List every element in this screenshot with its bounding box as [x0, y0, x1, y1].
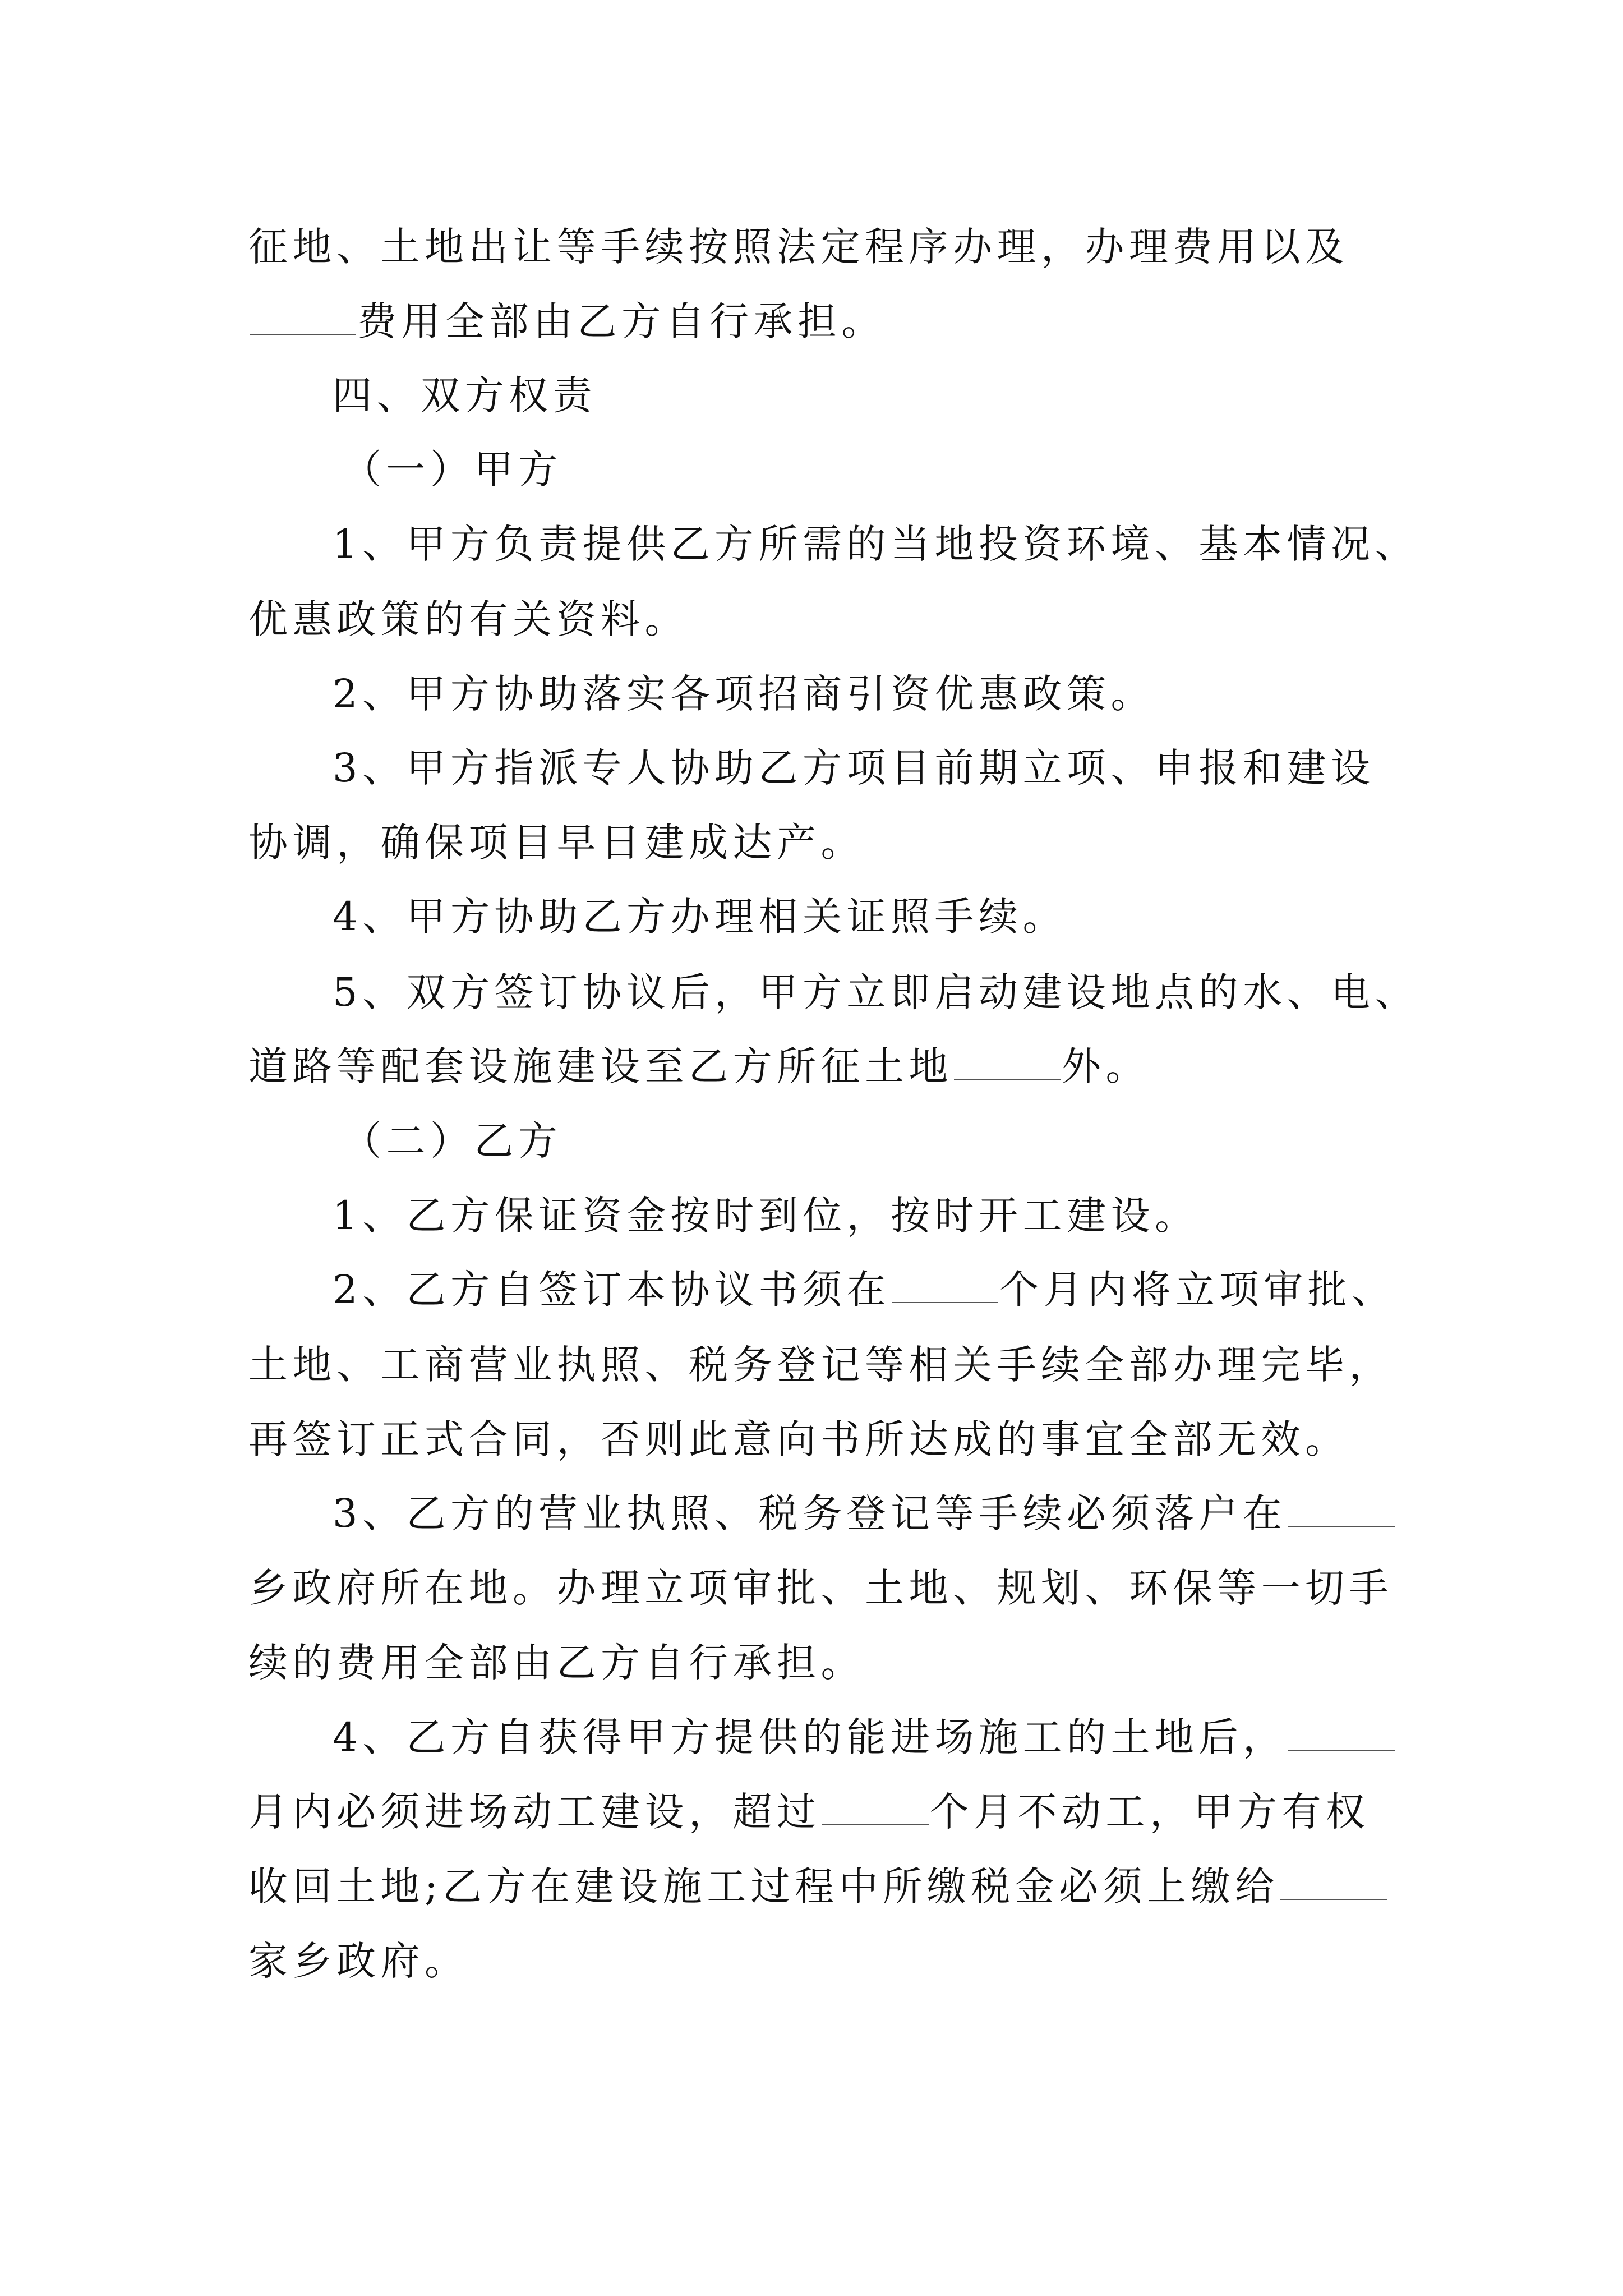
- text-line: [248, 299, 886, 344]
- text-line: [333, 970, 1419, 1015]
- fill-in-blank: [892, 1267, 998, 1303]
- text-segment: 月内必须进场动工建设，超过: [248, 1789, 821, 1835]
- text-line: [248, 1939, 469, 1984]
- text-line: [333, 1715, 1396, 1760]
- text-line: [333, 746, 1375, 790]
- text-segment: （一）甲方: [342, 447, 562, 493]
- text-line: [248, 1044, 1150, 1089]
- text-segment: 外。: [1062, 1043, 1150, 1089]
- text-segment: 家乡政府。: [248, 1938, 469, 1984]
- text-line: [248, 1640, 865, 1685]
- text-segment: 收回土地;乙方在建设施工过程中所缴税金必须上缴给: [248, 1864, 1279, 1910]
- text-segment: 优惠政策的有关资料。: [248, 596, 689, 642]
- text-segment: 征地、土地出让等手续按照法定程序办理，办理费用以及: [248, 224, 1349, 270]
- text-segment: 3、乙方的营业执照、税务登记等手续必须落户在: [333, 1490, 1287, 1536]
- text-line: [333, 1193, 1199, 1238]
- text-segment: 土地、工商营业执照、税务登记等相关手续全部办理完毕，: [248, 1342, 1393, 1388]
- subsection-heading: [342, 447, 562, 492]
- text-line: [333, 671, 1155, 716]
- text-segment: 1、乙方保证资金按时到位，按时开工建设。: [333, 1193, 1199, 1239]
- text-segment: 再签订正式合同，否则此意向书所达成的事宜全部无效。: [248, 1416, 1349, 1462]
- text-segment: 3、甲方指派专人协助乙方项目前期立项、申报和建设: [333, 745, 1375, 791]
- text-line: [248, 224, 1349, 269]
- text-segment: 个月内将立项审批、: [999, 1267, 1396, 1313]
- text-line: [248, 1417, 1349, 1462]
- fill-in-blank: [1288, 1715, 1395, 1751]
- fill-in-blank: [250, 299, 356, 335]
- text-line: [333, 522, 1419, 567]
- text-line: [333, 1491, 1396, 1536]
- subsection-heading: [342, 1119, 562, 1163]
- text-segment: 续的费用全部由乙方自行承担。: [248, 1640, 865, 1686]
- text-segment: 费用全部由乙方自行承担。: [357, 298, 886, 344]
- fill-in-blank: [1288, 1491, 1395, 1527]
- text-segment: 道路等配套设施建设至乙方所征土地: [248, 1043, 953, 1089]
- text-segment: 协调，确保项目早日建成达产。: [248, 820, 865, 866]
- text-line: [248, 1789, 1370, 1834]
- text-segment: 2、甲方协助落实各项招商引资优惠政策。: [333, 671, 1155, 717]
- text-line: [248, 1566, 1393, 1611]
- text-segment: 1、甲方负责提供乙方所需的当地投资环境、基本情况、: [333, 521, 1419, 567]
- text-segment: 4、甲方协助乙方办理相关证照手续。: [333, 894, 1067, 940]
- text-segment: 5、双方签订协议后，甲方立即启动建设地点的水、电、: [333, 969, 1419, 1015]
- section-heading: [333, 373, 597, 418]
- text-line: [333, 1267, 1396, 1312]
- text-line: [248, 1342, 1393, 1387]
- text-segment: 4、乙方自获得甲方提供的能进场施工的土地后，: [333, 1714, 1287, 1760]
- fill-in-blank: [1280, 1864, 1387, 1900]
- text-segment: 2、乙方自签订本协议书须在: [333, 1267, 891, 1313]
- text-line: [248, 597, 689, 642]
- text-segment: （二）乙方: [342, 1118, 562, 1164]
- text-line: [333, 894, 1067, 939]
- fill-in-blank: [954, 1044, 1061, 1080]
- text-segment: 乡政府所在地。办理立项审批、土地、规划、环保等一切手: [248, 1565, 1393, 1611]
- text-line: [248, 1864, 1388, 1909]
- text-line: [248, 820, 865, 865]
- fill-in-blank: [822, 1789, 929, 1825]
- text-segment: 个月不动工，甲方有权: [929, 1789, 1370, 1835]
- text-segment: 四、双方权责: [333, 372, 597, 418]
